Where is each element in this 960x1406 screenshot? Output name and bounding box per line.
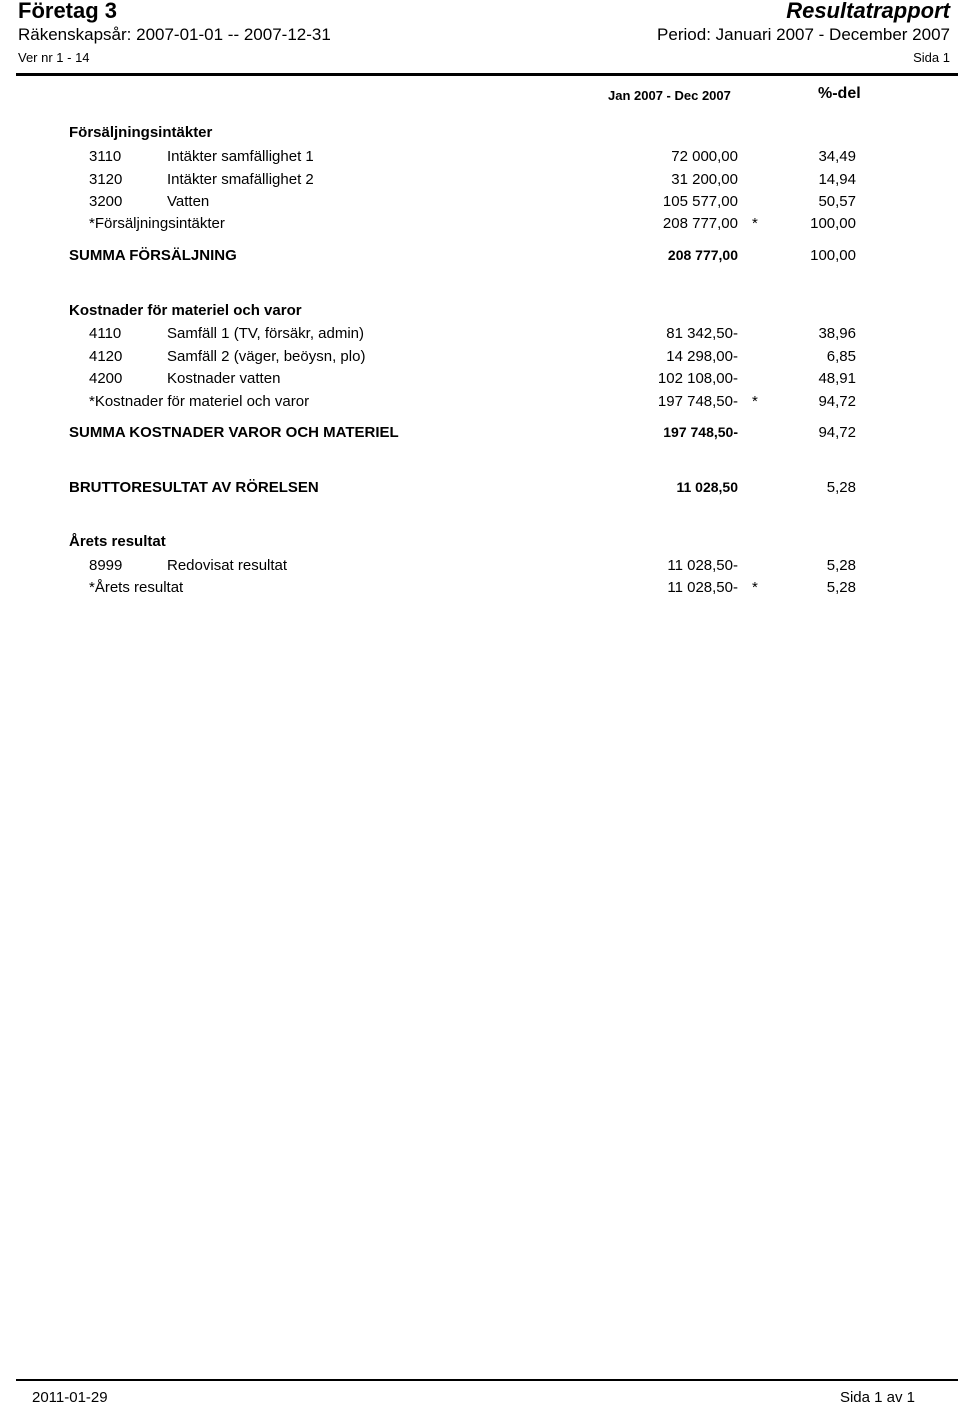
account-row [0, 370, 960, 390]
gross-result-amount: 11 028,50 [676, 479, 738, 495]
account-name: Intäkter smafällighet 2 [167, 171, 314, 188]
account-number: 3110 [89, 148, 122, 165]
account-name: Samfäll 1 (TV, försäkr, admin) [167, 325, 365, 342]
account-percent: 5,28 [826, 557, 856, 574]
sum-row [0, 247, 960, 267]
account-amount: 11 028,50- [667, 557, 738, 574]
section-heading: Kostnader för materiel och varor [69, 302, 302, 319]
account-amount: 102 108,00- [657, 370, 738, 387]
subtotal-amount: 197 748,50- [657, 393, 738, 410]
account-amount: 81 342,50- [666, 325, 738, 342]
page-number: Sida 1 [913, 50, 950, 65]
subtotal-name: *Kostnader för materiel och varor [89, 393, 310, 410]
subtotal-name: *Årets resultat [89, 579, 184, 596]
company-name: Företag 3 [18, 0, 118, 23]
gross-result-row [0, 479, 960, 499]
sum-amount: 208 777,00 [667, 247, 738, 263]
account-row [0, 325, 960, 345]
account-number: 3200 [89, 193, 123, 210]
sum-amount: 197 748,50- [663, 424, 738, 440]
account-percent: 48,91 [818, 370, 856, 387]
page-count: Sida 1 av 1 [839, 1389, 915, 1406]
sum-row [0, 424, 960, 444]
account-number: 3120 [89, 171, 123, 188]
sum-name: SUMMA KOSTNADER VAROR OCH MATERIEL [69, 424, 399, 441]
subtotal-row [0, 393, 960, 413]
header-divider [16, 73, 958, 76]
subtotal-amount: 11 028,50- [667, 579, 738, 596]
subtotal-name: *Försäljningsintäkter [89, 215, 225, 232]
account-row [0, 171, 960, 191]
section-heading-sales [0, 124, 960, 144]
fiscal-year: Räkenskapsår: 2007-01-01 -- 2007-12-31 [18, 25, 331, 44]
subtotal-row [0, 579, 960, 599]
section-heading-costs [0, 302, 960, 322]
sum-percent: 100,00 [810, 247, 856, 264]
account-row [0, 348, 960, 368]
account-row [0, 193, 960, 213]
account-number: 4200 [89, 370, 123, 387]
subtotal-marker: * [752, 215, 758, 232]
account-row [0, 148, 960, 168]
account-name: Intäkter samfällighet 1 [167, 148, 314, 165]
subtotal-percent: 100,00 [810, 215, 856, 232]
sum-name: SUMMA FÖRSÄLJNING [69, 247, 237, 264]
subtotal-percent: 5,28 [826, 579, 856, 596]
gross-result-name: BRUTTORESULTAT AV RÖRELSEN [69, 479, 319, 496]
version-range: Ver nr 1 - 14 [18, 50, 90, 65]
print-date: 2011-01-29 [32, 1389, 108, 1406]
account-percent: 14,94 [818, 171, 856, 188]
account-amount: 105 577,00 [662, 193, 738, 210]
section-heading-result [0, 533, 960, 553]
account-percent: 6,85 [826, 348, 856, 365]
account-percent: 50,57 [818, 193, 856, 210]
account-percent: 34,49 [818, 148, 856, 165]
account-amount: 14 298,00- [666, 348, 738, 365]
account-number: 8999 [89, 557, 123, 574]
section-heading: Årets resultat [69, 533, 166, 550]
subtotal-marker: * [752, 393, 758, 410]
account-percent: 38,96 [818, 325, 856, 342]
account-amount: 72 000,00 [671, 148, 738, 165]
account-amount: 31 200,00 [671, 171, 738, 188]
account-number: 4120 [89, 348, 123, 365]
footer-divider [16, 1379, 958, 1381]
column-header-period: Jan 2007 - Dec 2007 [608, 88, 731, 103]
account-number: 4110 [89, 325, 122, 342]
subtotal-percent: 94,72 [818, 393, 856, 410]
account-name: Samfäll 2 (väger, beöysn, plo) [167, 348, 366, 365]
subtotal-marker: * [752, 579, 758, 596]
account-name: Kostnader vatten [167, 370, 281, 387]
account-name: Redovisat resultat [167, 557, 288, 574]
sum-percent: 94,72 [818, 424, 856, 441]
subtotal-row [0, 215, 960, 235]
report-title: Resultatrapport [786, 0, 950, 23]
section-heading: Försäljningsintäkter [69, 124, 213, 141]
gross-result-percent: 5,28 [826, 479, 856, 496]
account-name: Vatten [167, 193, 210, 210]
subtotal-amount: 208 777,00 [662, 215, 738, 232]
report-period: Period: Januari 2007 - December 2007 [657, 25, 950, 44]
account-row [0, 557, 960, 577]
column-header-percent: %-del [818, 85, 861, 102]
